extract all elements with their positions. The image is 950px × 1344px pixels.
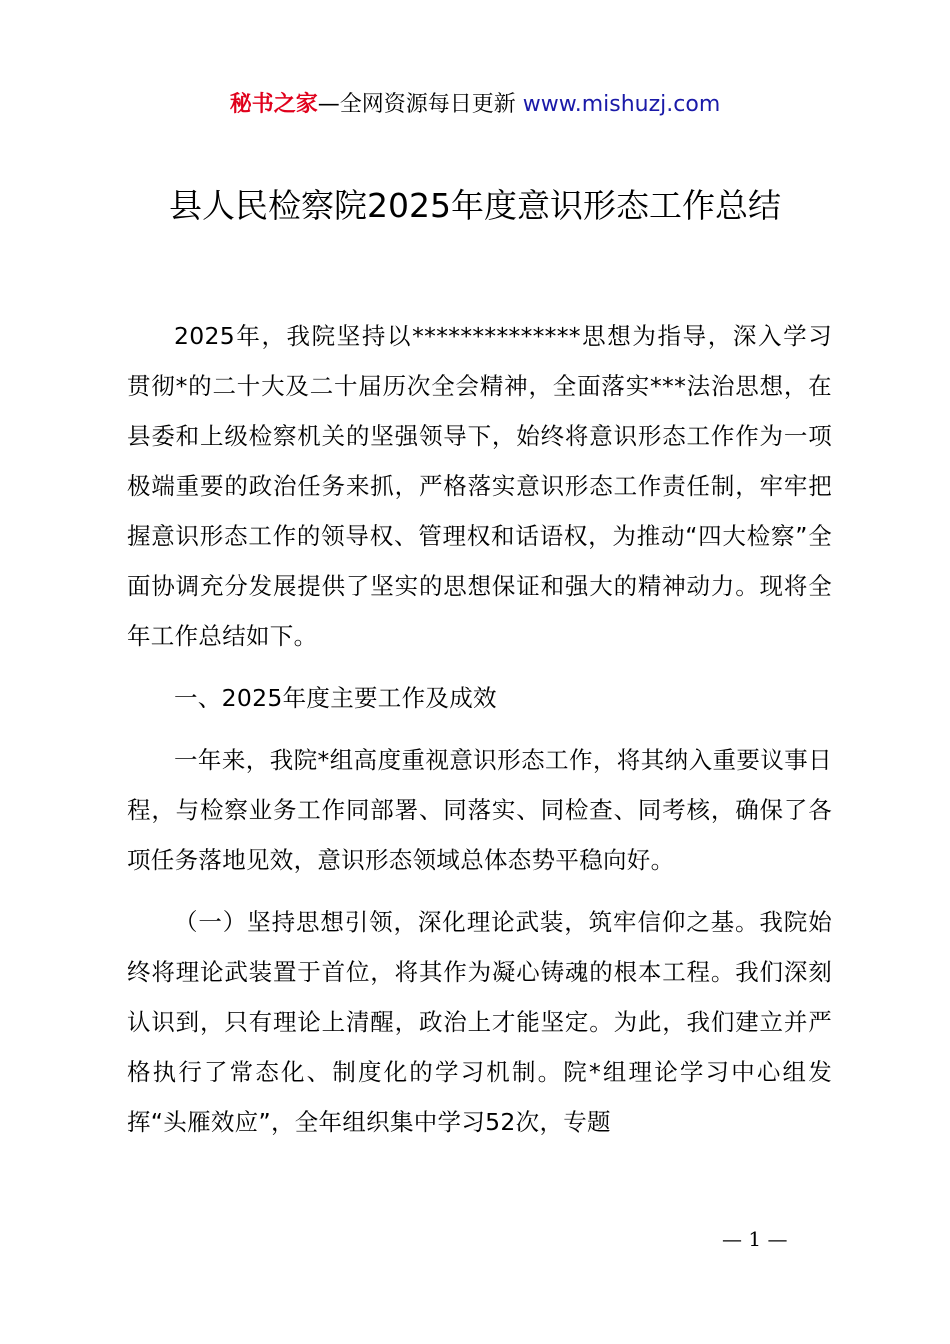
section-heading: 一、2025年度主要工作及成效	[174, 684, 497, 712]
site-header	[0, 90, 950, 120]
site-tagline: —全网资源每日更新	[317, 92, 516, 117]
body-paragraph: 一年来，我院*组高度重视意识形态工作，将其纳入重要议事日程，与检察业务工作同部署、同落实、同检查、同考核，确保了各项任务落地见效，意识形态领域总体态势平稳向好。	[127, 746, 832, 874]
subsection-paragraph: （一）坚持思想引领，深化理论武装，筑牢信仰之基。我院始终将理论武装置于首位，将其作为凝心铸魂的根本工程。我们深刻认识到，只有理论上清醒，政治上才能坚定。为此，我们建立并严格执行了常态化、制度化的学习机制。院*组理论学习中心组发挥“头雁效应”，全年组织集中学习52次，专题	[127, 908, 832, 1136]
page-number: — 1 —	[722, 1227, 788, 1251]
document-body	[127, 311, 832, 1147]
intro-paragraph: 2025年，我院坚持以**************思想为指导，深入学习贯彻*的二十大及二十届历次全会精神，全面落实***法治思想，在县委和上级检察机关的坚强领导下，始终将意识形态工作作为一项极端重要的政治任务来抓，严格落实意识形态工作责任制，牢牢把握意识形态工作的领导权、管理权和话语权，为推动“四大检察”全面协调充分发展提供了坚实的思想保证和强大的精神动力。现将全年工作总结如下。	[127, 322, 832, 650]
document-title: 县人民检察院2025年度意识形态工作总结	[169, 186, 781, 225]
site-url-link[interactable]: www.mishuzj.com	[522, 92, 721, 117]
site-brand: 秘书之家	[229, 92, 318, 117]
